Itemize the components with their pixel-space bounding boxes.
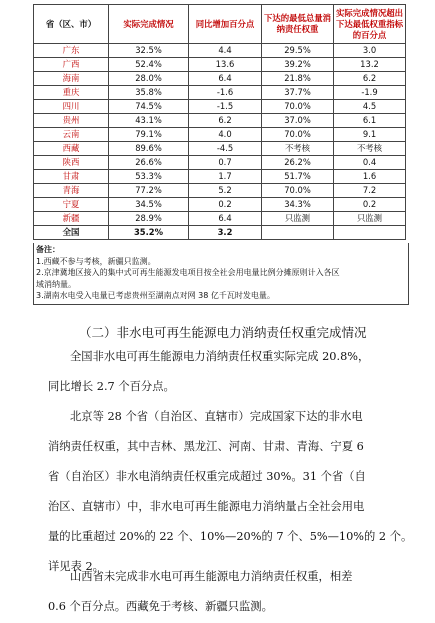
- value-cell: 0.2: [334, 198, 406, 212]
- value-cell: 34.3%: [262, 198, 334, 212]
- value-cell: 1.6: [334, 170, 406, 184]
- note-line: 1.西藏不参与考核，新疆只监测。: [36, 256, 156, 266]
- value-cell: 6.2: [334, 72, 406, 86]
- province-cell: 广西: [34, 58, 109, 72]
- province-cell: 宁夏: [34, 198, 109, 212]
- value-cell: 21.8%: [262, 72, 334, 86]
- note-line: 3.湖南水电受入电量已考虑贵州至湖南点对网 38 亿千瓦时发电量。: [36, 291, 275, 301]
- table-row: [34, 198, 406, 212]
- value-cell: -1.6: [189, 86, 262, 100]
- table-row: [34, 86, 406, 100]
- table-row: [34, 212, 406, 226]
- value-cell: 4.5: [334, 100, 406, 114]
- value-cell: 0.2: [189, 198, 262, 212]
- paragraph-line: 北京等 28 个省（自治区、直辖市）完成国家下达的非水电: [70, 410, 363, 423]
- province-cell: 陕西: [34, 156, 109, 170]
- table-row: [34, 114, 406, 128]
- province-cell: 广东: [34, 44, 109, 58]
- notes-heading: 备注：: [36, 245, 60, 254]
- header-province: 省（区、市）: [34, 5, 109, 44]
- province-cell: 贵州: [34, 114, 109, 128]
- province-cell: 甘肃: [34, 170, 109, 184]
- value-cell: 6.4: [189, 72, 262, 86]
- value-cell: 74.5%: [109, 100, 189, 114]
- table-row: [34, 58, 406, 72]
- value-cell: 6.2: [189, 114, 262, 128]
- value-cell: [334, 226, 406, 240]
- value-cell: 28.0%: [109, 72, 189, 86]
- paragraph-line: 治区、直辖市）中，非水电可再生能源电力消纳量占全社会用电: [48, 500, 365, 513]
- paragraph-line: 量的比重超过 20%的 22 个、10%—20%的 7 个、5%—10%的 2 个。: [48, 530, 413, 543]
- table-row: [34, 100, 406, 114]
- value-cell: 3.2: [189, 226, 262, 240]
- value-cell: 70.0%: [262, 100, 334, 114]
- paragraph-line: 全国非水电可再生能源电力消纳责任权重实际完成 20.8%，: [70, 350, 370, 363]
- value-cell: 只监测: [262, 212, 334, 226]
- value-cell: 不考核: [262, 142, 334, 156]
- header-min-weight: 下达的最低总量消纳责任权重: [262, 5, 334, 44]
- header-actual: 实际完成情况: [109, 5, 189, 44]
- value-cell: 34.5%: [109, 198, 189, 212]
- value-cell: 4.0: [189, 128, 262, 142]
- value-cell: 29.5%: [262, 44, 334, 58]
- province-cell: 新疆: [34, 212, 109, 226]
- value-cell: 13.2: [334, 58, 406, 72]
- value-cell: 89.6%: [109, 142, 189, 156]
- province-cell: 海南: [34, 72, 109, 86]
- table-row: [34, 44, 406, 58]
- value-cell: 6.1: [334, 114, 406, 128]
- table-row: [34, 128, 406, 142]
- value-cell: 0.7: [189, 156, 262, 170]
- paragraph-line: 详见表 2。: [48, 560, 104, 573]
- value-cell: 70.0%: [262, 128, 334, 142]
- value-cell: 77.2%: [109, 184, 189, 198]
- table-row: [34, 170, 406, 184]
- province-cell: 全国: [34, 226, 109, 240]
- paragraph-line: 省（自治区）非水电消纳责任权重完成超过 30%。31 个省（自: [48, 470, 366, 483]
- value-cell: 53.3%: [109, 170, 189, 184]
- value-cell: 37.7%: [262, 86, 334, 100]
- paragraph-line: 消纳责任权重，其中吉林、黑龙江、河南、甘肃、青海、宁夏 6: [48, 440, 364, 453]
- value-cell: 79.1%: [109, 128, 189, 142]
- province-cell: 重庆: [34, 86, 109, 100]
- value-cell: 1.7: [189, 170, 262, 184]
- value-cell: 43.1%: [109, 114, 189, 128]
- value-cell: 5.2: [189, 184, 262, 198]
- value-cell: 6.4: [189, 212, 262, 226]
- note-line: 2.京津冀地区接入的集中式可再生能源发电项目按全社会用电量比例分摊原则计入各区: [36, 268, 340, 278]
- value-cell: 26.2%: [262, 156, 334, 170]
- province-cell: 云南: [34, 128, 109, 142]
- consumption-weight-table: [33, 4, 406, 240]
- section-title: （二）非水电可再生能源电力消纳责任权重完成情况: [79, 325, 367, 340]
- value-cell: 28.9%: [109, 212, 189, 226]
- value-cell: 7.2: [334, 184, 406, 198]
- table-header-row: [34, 5, 406, 44]
- value-cell: 52.4%: [109, 58, 189, 72]
- value-cell: [262, 226, 334, 240]
- paragraph-line: 山西省未完成非水电可再生能源电力消纳责任权重，相差: [70, 570, 353, 583]
- value-cell: 3.0: [334, 44, 406, 58]
- value-cell: -4.5: [189, 142, 262, 156]
- value-cell: 只监测: [334, 212, 406, 226]
- paragraph-2: [48, 402, 412, 582]
- value-cell: 35.8%: [109, 86, 189, 100]
- table-row: [34, 72, 406, 86]
- province-cell: 西藏: [34, 142, 109, 156]
- value-cell: 0.4: [334, 156, 406, 170]
- value-cell: 13.6: [189, 58, 262, 72]
- value-cell: 70.0%: [262, 184, 334, 198]
- province-cell: 青海: [34, 184, 109, 198]
- table-row: [34, 142, 406, 156]
- value-cell: 4.4: [189, 44, 262, 58]
- value-cell: 39.2%: [262, 58, 334, 72]
- header-excess: 实际完成情况超出下达最低权重指标的百分点: [334, 5, 406, 44]
- table-row: [34, 156, 406, 170]
- value-cell: 37.0%: [262, 114, 334, 128]
- paragraph-line: 0.6 个百分点。西藏免于考核、新疆只监测。: [48, 600, 273, 613]
- table-total-row: [34, 226, 406, 240]
- table-row: [34, 184, 406, 198]
- value-cell: -1.9: [334, 86, 406, 100]
- note-line: 域消纳量。: [36, 279, 76, 289]
- value-cell: 26.6%: [109, 156, 189, 170]
- paragraph-1: [48, 342, 369, 402]
- province-cell: 四川: [34, 100, 109, 114]
- paragraph-3: [48, 562, 352, 622]
- header-yoy: 同比增加百分点: [189, 5, 262, 44]
- value-cell: 32.5%: [109, 44, 189, 58]
- value-cell: -1.5: [189, 100, 262, 114]
- value-cell: 51.7%: [262, 170, 334, 184]
- table-notes: [33, 243, 409, 305]
- value-cell: 不考核: [334, 142, 406, 156]
- value-cell: 9.1: [334, 128, 406, 142]
- value-cell: 35.2%: [109, 226, 189, 240]
- paragraph-line: 同比增长 2.7 个百分点。: [48, 380, 175, 393]
